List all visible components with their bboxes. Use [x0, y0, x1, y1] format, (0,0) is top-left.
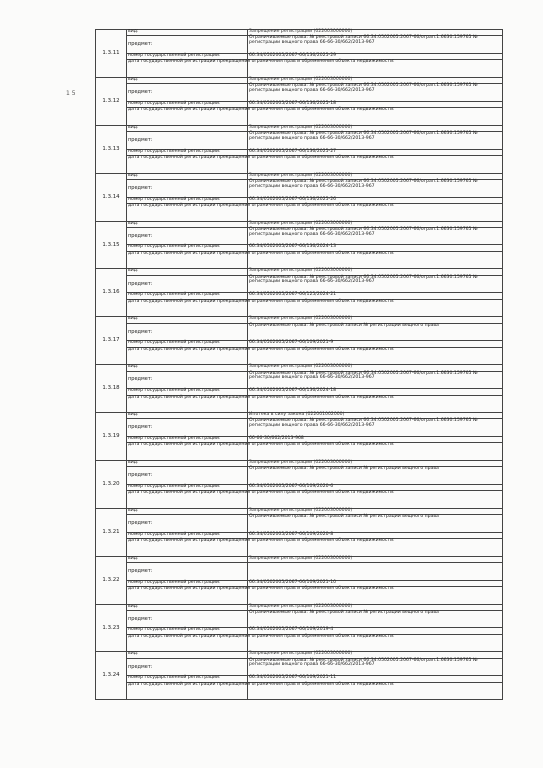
field-label-vid: вид: [127, 269, 248, 275]
field-value-predmet: Ограничиваемые права: № реестровой записи 66:34:0502005:2067-66/ограп.1.6630:159765 № регистрации вещного права 66-66-30/662/2013-967 [248, 658, 503, 676]
entry-row-data_prekr [96, 156, 503, 174]
field-label-predmet: предмет: [127, 610, 248, 628]
entry-number: 1.3.24 [96, 652, 127, 700]
field-label-nomer: номер государственной регистрации: [127, 341, 248, 347]
field-value-nomer: 66:34/0502005/2067-66/136/2025-18 [248, 101, 503, 107]
field-label-vid: вид: [127, 556, 248, 562]
field-label-data-prekr: дата государственной регистрации прекращения ограничения прав и обременения объекта недвижимости: [127, 108, 248, 126]
entry-number: 1.3.20 [96, 460, 127, 508]
entry-number: 1.3.21 [96, 508, 127, 556]
register-table-body [96, 30, 503, 700]
entry-row-predmet [96, 419, 503, 437]
field-label-predmet: предмет: [127, 515, 248, 533]
field-label-predmet: предмет: [127, 323, 248, 341]
field-value-vid: Запрещение регистрации (022003000000) [248, 652, 503, 658]
page-edge-mark: 1 5 [66, 90, 76, 97]
field-label-data-prekr: дата государственной регистрации прекращения ограничения прав и обременения объекта недвижимости: [127, 299, 248, 317]
field-value-nomer: 66:34/0502005/2067-66/136/2024-13 [248, 245, 503, 251]
field-label-predmet: предмет: [127, 227, 248, 245]
field-label-data-prekr: дата государственной регистрации прекращения ограничения прав и обременения объекта недвижимости: [127, 251, 248, 269]
entry-row-data_prekr [96, 299, 503, 317]
entry-row-data_prekr [96, 395, 503, 413]
entry-row-predmet [96, 227, 503, 245]
entry-row-predmet [96, 275, 503, 293]
field-value-nomer: 66:34/0502005/2067-66/109/2019-4 [248, 628, 503, 634]
field-label-data-prekr: дата государственной регистрации прекращения ограничения прав и обременения объекта недвижимости: [127, 587, 248, 605]
field-value-nomer: 66:34/0502005/2067-66/109/2021-10 [248, 580, 503, 586]
entry-row-data_prekr [96, 108, 503, 126]
field-value-nomer: 66:34/0502005/2067-66/136/2025-29 [248, 53, 503, 59]
entry-row-predmet [96, 658, 503, 676]
field-value-vid: Запрещение регистрации (022003000000) [248, 269, 503, 275]
field-value-vid: Ипотека в силу закона (022001002000) [248, 413, 503, 419]
entry-row-data_prekr [96, 251, 503, 269]
entry-row-predmet [96, 610, 503, 628]
entry-row-predmet [96, 132, 503, 150]
field-value-predmet: Ограничиваемые права: № реестровой записи 66:34:0502005:2067-66/ограп.1.6630:159765 № регистрации вещного права 66-66-30/662/2013-967 [248, 419, 503, 437]
field-label-predmet: предмет: [127, 563, 248, 581]
field-value-predmet: Ограничиваемые права: № реестровой записи 66:34:0502005:2067-66/ограп.1.6630:159765 № регистрации вещного права 66-66-30/662/2013-967 [248, 275, 503, 293]
field-label-data-prekr: дата государственной регистрации прекращения ограничения прав и обременения объекта недвижимости: [127, 491, 248, 509]
field-label-vid: вид: [127, 365, 248, 371]
entry-number: 1.3.18 [96, 365, 127, 413]
field-label-vid: вид: [127, 30, 248, 36]
field-label-predmet: предмет: [127, 132, 248, 150]
field-value-nomer: 66:34/0502005/2067-66/136/2024-18 [248, 389, 503, 395]
entry-row-predmet [96, 515, 503, 533]
entry-row-data_prekr [96, 682, 503, 700]
field-label-vid: вид: [127, 221, 248, 227]
field-label-vid: вид: [127, 173, 248, 179]
field-value-nomer: 66:34/0502005/2067-66/125/2024-21 [248, 293, 503, 299]
entry-row-predmet [96, 180, 503, 198]
entry-number: 1.3.16 [96, 269, 127, 317]
field-label-data-prekr: дата государственной регистрации прекращения ограничения прав и обременения объекта недвижимости: [127, 682, 248, 700]
entry-number: 1.3.17 [96, 317, 127, 365]
field-value-nomer: 66:34/0502005/2067-66/109/2020-6 [248, 484, 503, 490]
field-label-nomer: номер государственной регистрации: [127, 293, 248, 299]
field-value-vid: Запрещение регистрации (022003000000) [248, 365, 503, 371]
field-label-nomer: номер государственной регистрации: [127, 532, 248, 538]
entry-row-data_prekr [96, 443, 503, 461]
field-label-nomer: номер государственной регистрации: [127, 101, 248, 107]
field-value-predmet: Ограничиваемые права: № реестровой записи 66:34:0502005:2067-66/ограп.1.6630:159765 № регистрации вещного права 66-66-30/662/2013-967 [248, 132, 503, 150]
field-label-vid: вид: [127, 460, 248, 466]
entry-row-data_prekr [96, 60, 503, 78]
field-label-predmet: предмет: [127, 467, 248, 485]
field-value-vid: Запрещение регистрации (022003000000) [248, 317, 503, 323]
field-value-vid: Запрещение регистрации (022003000000) [248, 508, 503, 514]
entry-row-predmet [96, 467, 503, 485]
entry-row-data_prekr [96, 587, 503, 605]
field-label-nomer: номер государственной регистрации: [127, 436, 248, 442]
entry-number: 1.3.19 [96, 413, 127, 461]
field-label-vid: вид: [127, 77, 248, 83]
field-label-data-prekr: дата государственной регистрации прекращения ограничения прав и обременения объекта недвижимости: [127, 60, 248, 78]
field-value-nomer: 66:34/0502005/2067-66/109/2021-11 [248, 676, 503, 682]
field-value-vid: Запрещение регистрации (022003000000) [248, 173, 503, 179]
entry-row-predmet [96, 563, 503, 581]
field-label-nomer: номер государственной регистрации: [127, 149, 248, 155]
field-value-vid: Запрещение регистрации (022003000000) [248, 221, 503, 227]
field-value-predmet: Ограничиваемые права: № реестровой записи 66:34:0502005:2067-66/ограп.1.6630:159765 № регистрации вещного права 66-66-30/662/2013-967 [248, 84, 503, 102]
field-value-predmet: Ограничиваемые права: № реестровой записи 66:34:0502005:2067-66/ограп.1.6630:159765 № регистрации вещного права 66-66-30/662/2013-967 [248, 36, 503, 54]
field-value-vid: Запрещение регистрации (022003000000) [248, 556, 503, 562]
field-value-nomer: 66:34/0502005/2067-66/136/2025-27 [248, 149, 503, 155]
field-value-vid: Запрещение регистрации (022003000000) [248, 30, 503, 36]
field-label-predmet: предмет: [127, 180, 248, 198]
field-label-data-prekr: дата государственной регистрации прекращения ограничения прав и обременения объекта недвижимости: [127, 156, 248, 174]
field-label-vid: вид: [127, 125, 248, 131]
field-label-vid: вид: [127, 652, 248, 658]
field-label-predmet: предмет: [127, 371, 248, 389]
field-label-vid: вид: [127, 604, 248, 610]
entry-row-data_prekr [96, 347, 503, 365]
field-label-data-prekr: дата государственной регистрации прекращения ограничения прав и обременения объекта недвижимости: [127, 347, 248, 365]
entry-row-predmet [96, 323, 503, 341]
field-value-vid: Запрещение регистрации (022003000000) [248, 125, 503, 131]
entry-row-data_prekr [96, 539, 503, 557]
field-value-predmet: Ограничиваемые права: № реестровой записи № регистрации вещного права [248, 323, 503, 341]
field-label-vid: вид: [127, 508, 248, 514]
field-label-vid: вид: [127, 317, 248, 323]
field-label-nomer: номер государственной регистрации: [127, 197, 248, 203]
entry-row-data_prekr [96, 204, 503, 222]
field-value-vid: Запрещение регистрации (022003000000) [248, 460, 503, 466]
entry-number: 1.3.11 [96, 30, 127, 78]
field-value-predmet: Ограничиваемые права: № реестровой записи 66:34:0502005:2067-66/ограп.1.6630:159765 № регистрации вещного права 66-66-30/662/2013-967 [248, 180, 503, 198]
field-label-data-prekr: дата государственной регистрации прекращения ограничения прав и обременения объекта недвижимости: [127, 395, 248, 413]
entry-number: 1.3.13 [96, 125, 127, 173]
field-value-predmet: Ограничиваемые права: № реестровой записи 66:34:0502005:2067-66/ограп.1.6630:159765 № регистрации вещного права 66-66-30/662/2013-967 [248, 371, 503, 389]
field-label-nomer: номер государственной регистрации: [127, 389, 248, 395]
entry-row-predmet [96, 36, 503, 54]
field-label-nomer: номер государственной регистрации: [127, 53, 248, 59]
field-label-data-prekr: дата государственной регистрации прекращения ограничения прав и обременения объекта недвижимости: [127, 539, 248, 557]
field-label-nomer: номер государственной регистрации: [127, 676, 248, 682]
field-label-predmet: предмет: [127, 419, 248, 437]
entry-row-data_prekr [96, 491, 503, 509]
field-label-predmet: предмет: [127, 658, 248, 676]
field-value-predmet: Ограничиваемые права: № реестровой записи № регистрации вещного права [248, 515, 503, 533]
entry-number: 1.3.23 [96, 604, 127, 652]
field-value-predmet: Ограничиваемые права: № реестровой записи № регистрации вещного права [248, 467, 503, 485]
field-value-predmet: Ограничиваемые права: № реестровой записи № регистрации вещного права [248, 610, 503, 628]
field-label-nomer: номер государственной регистрации: [127, 628, 248, 634]
entry-number: 1.3.12 [96, 77, 127, 125]
entry-row-data_prekr [96, 634, 503, 652]
entry-row-predmet [96, 84, 503, 102]
field-value-vid: Запрещение регистрации (022003000000) [248, 77, 503, 83]
field-label-data-prekr: дата государственной регистрации прекращения ограничения прав и обременения объекта недвижимости: [127, 443, 248, 461]
field-value-predmet [248, 563, 503, 581]
field-value-predmet: Ограничиваемые права: № реестровой записи 66:34:0502005:2067-66/ограп.1.6630:159765 № регистрации вещного права 66-66-30/662/2013-967 [248, 227, 503, 245]
entry-number: 1.3.22 [96, 556, 127, 604]
entry-number: 1.3.15 [96, 221, 127, 269]
field-label-predmet: предмет: [127, 84, 248, 102]
field-label-nomer: номер государственной регистрации: [127, 580, 248, 586]
field-label-vid: вид: [127, 413, 248, 419]
field-value-nomer: 66:34/0502005/2067-66/109/2020-8 [248, 532, 503, 538]
field-value-nomer: 66:34/0502005/2067-66/136/2025-26 [248, 197, 503, 203]
encumbrance-register-table [95, 29, 503, 700]
field-label-nomer: номер государственной регистрации: [127, 245, 248, 251]
field-value-vid: Запрещение регистрации (022003000000) [248, 604, 503, 610]
field-value-nomer: 66:34/0502005/2067-66/109/2021-9 [248, 341, 503, 347]
field-label-data-prekr: дата государственной регистрации прекращения ограничения прав и обременения объекта недвижимости: [127, 204, 248, 222]
entry-number: 1.3.14 [96, 173, 127, 221]
field-label-data-prekr: дата государственной регистрации прекращения ограничения прав и обременения объекта недвижимости: [127, 634, 248, 652]
field-label-nomer: номер государственной регистрации: [127, 484, 248, 490]
field-label-predmet: предмет: [127, 275, 248, 293]
field-label-predmet: предмет: [127, 36, 248, 54]
field-value-nomer: 66-66-30/662/2013-968 [248, 436, 503, 442]
entry-row-predmet [96, 371, 503, 389]
